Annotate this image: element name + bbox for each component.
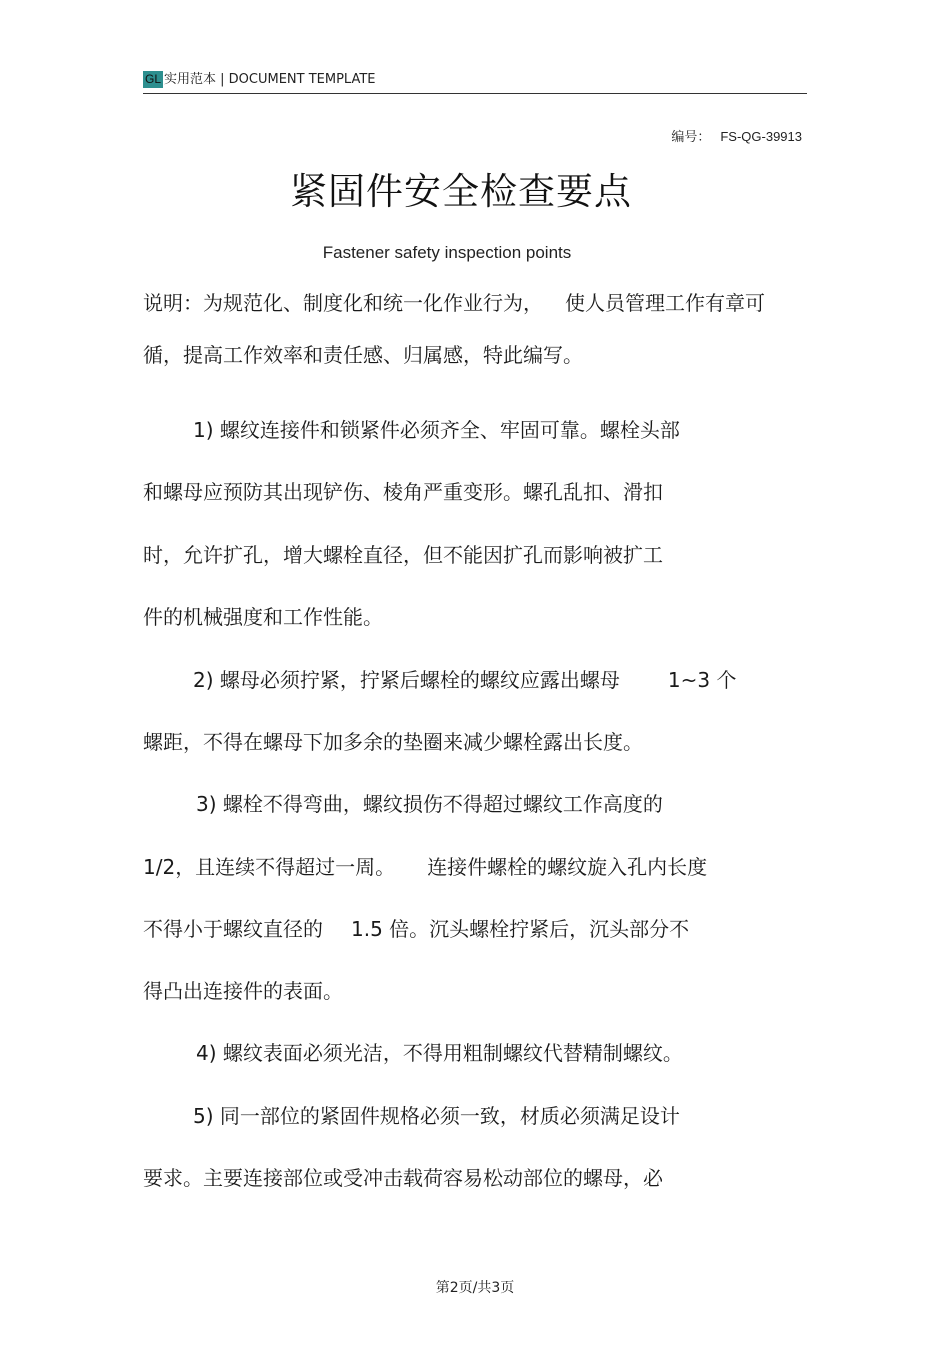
paragraph-line: 1) 螺纹连接件和锁紧件必须齐全、牢固可靠。螺栓头部 <box>193 418 680 442</box>
document-number <box>671 126 802 145</box>
paragraph-line: 5) 同一部位的紧固件规格必须一致，材质必须满足设计 <box>193 1104 680 1128</box>
paragraph-line: 3) 螺栓不得弯曲，螺纹损伤不得超过螺纹工作高度的 <box>196 792 663 816</box>
document-header <box>143 68 807 94</box>
page-subtitle: Fastener safety inspection points <box>322 243 572 262</box>
page-title: 紧固件安全检查要点 <box>290 170 632 213</box>
paragraph-line: 时，允许扩孔，增大螺栓直径，但不能因扩孔而影响被扩工 <box>143 543 663 567</box>
intro-line-1 <box>143 288 765 318</box>
page-footer: 第2页/共3页 <box>435 1280 515 1296</box>
document-number-label: 编号： <box>671 130 711 145</box>
paragraph-line: 和螺母应预防其出现铲伤、棱角严重变形。螺孔乱扣、滑扣 <box>143 480 663 504</box>
document-number-value: FS-QG-39913 <box>720 129 802 144</box>
paragraph-line: 4) 螺纹表面必须光洁，不得用粗制螺纹代替精制螺纹。 <box>196 1041 683 1065</box>
paragraph-text: 1/2，且连续不得超过一周。 <box>143 855 396 879</box>
paragraph-line <box>193 665 736 695</box>
gl-logo-badge: GL <box>145 72 162 86</box>
paragraph-line: 螺距，不得在螺母下加多余的垫圈来减少螺栓露出长度。 <box>143 730 643 754</box>
paragraph-text: 2) 螺母必须拧紧，拧紧后螺栓的螺纹应露出螺母 <box>193 668 620 692</box>
paragraph-line <box>143 914 689 944</box>
paragraph-line: 要求。主要连接部位或受冲击载荷容易松动部位的螺母，必 <box>143 1166 663 1190</box>
paragraph-line: 得凸出连接件的表面。 <box>143 979 343 1003</box>
intro-line-2: 循，提高工作效率和责任感、归属感，特此编写。 <box>143 343 583 367</box>
paragraph-line <box>143 852 707 882</box>
intro-text: 使人员管理工作有章可 <box>565 291 765 315</box>
header-label: 实用范本 | DOCUMENT TEMPLATE <box>164 72 376 87</box>
intro-text: 说明：为规范化、制度化和统一化作业行为， <box>143 291 543 315</box>
paragraph-text: 不得小于螺纹直径的 <box>143 917 323 941</box>
paragraph-text: 1~3 个 <box>667 668 737 692</box>
paragraph-line: 件的机械强度和工作性能。 <box>143 605 383 629</box>
paragraph-text: 1.5 倍。沉头螺栓拧紧后，沉头部分不 <box>351 917 690 941</box>
paragraph-text: 连接件螺栓的螺纹旋入孔内长度 <box>427 855 708 879</box>
